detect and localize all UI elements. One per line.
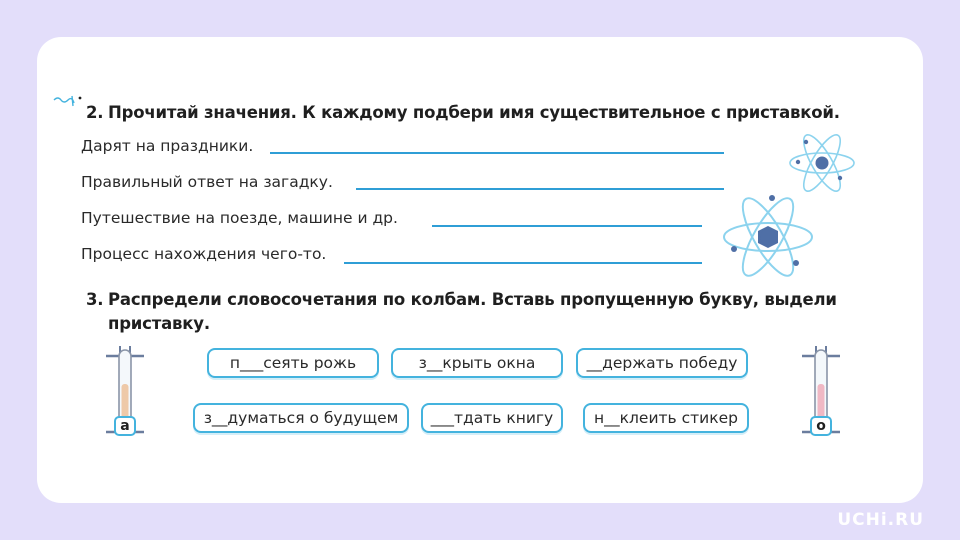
task2-title <box>86 103 840 122</box>
phrase-chip-3[interactable]: __держать победу <box>576 348 748 378</box>
definition-2: Правильный ответ на загадку. <box>81 173 333 191</box>
task2-number: 2. <box>86 103 104 122</box>
phrase-chip-2[interactable]: з__крыть окна <box>391 348 563 378</box>
tube-right-label: о <box>810 416 832 436</box>
answer-line-3[interactable] <box>432 225 702 227</box>
atom-large-icon <box>720 188 816 286</box>
answer-line-2[interactable] <box>356 188 724 190</box>
task2-title-text: Прочитай значения. К каждому подбери имя существительное с приставкой. <box>108 103 840 122</box>
phrase-chip-5[interactable]: ___тдать книгу <box>421 403 563 433</box>
task3-title-line1: Распредели словосочетания по колбам. Вставь пропущенную букву, выдели <box>108 290 837 309</box>
uchi-ru-logo: UCHi.RU <box>837 510 924 530</box>
phrase-chip-1[interactable]: п___сеять рожь <box>207 348 379 378</box>
tube-left-label: а <box>114 416 136 436</box>
squiggle-decoration <box>52 94 86 110</box>
answer-line-1[interactable] <box>270 152 724 154</box>
task3-title-line2: приставку. <box>108 314 210 333</box>
answer-line-4[interactable] <box>344 262 702 264</box>
definition-4: Процесс нахождения чего-то. <box>81 245 327 263</box>
phrase-chip-4[interactable]: з__думаться о будущем <box>193 403 409 433</box>
definition-3: Путешествие на поезде, машине и др. <box>81 209 398 227</box>
definition-1: Дарят на праздники. <box>81 137 254 155</box>
task3-number: 3. <box>86 290 104 309</box>
phrase-chip-6[interactable]: н__клеить стикер <box>583 403 749 433</box>
atom-small-icon <box>786 132 858 194</box>
task3-title <box>86 288 866 336</box>
